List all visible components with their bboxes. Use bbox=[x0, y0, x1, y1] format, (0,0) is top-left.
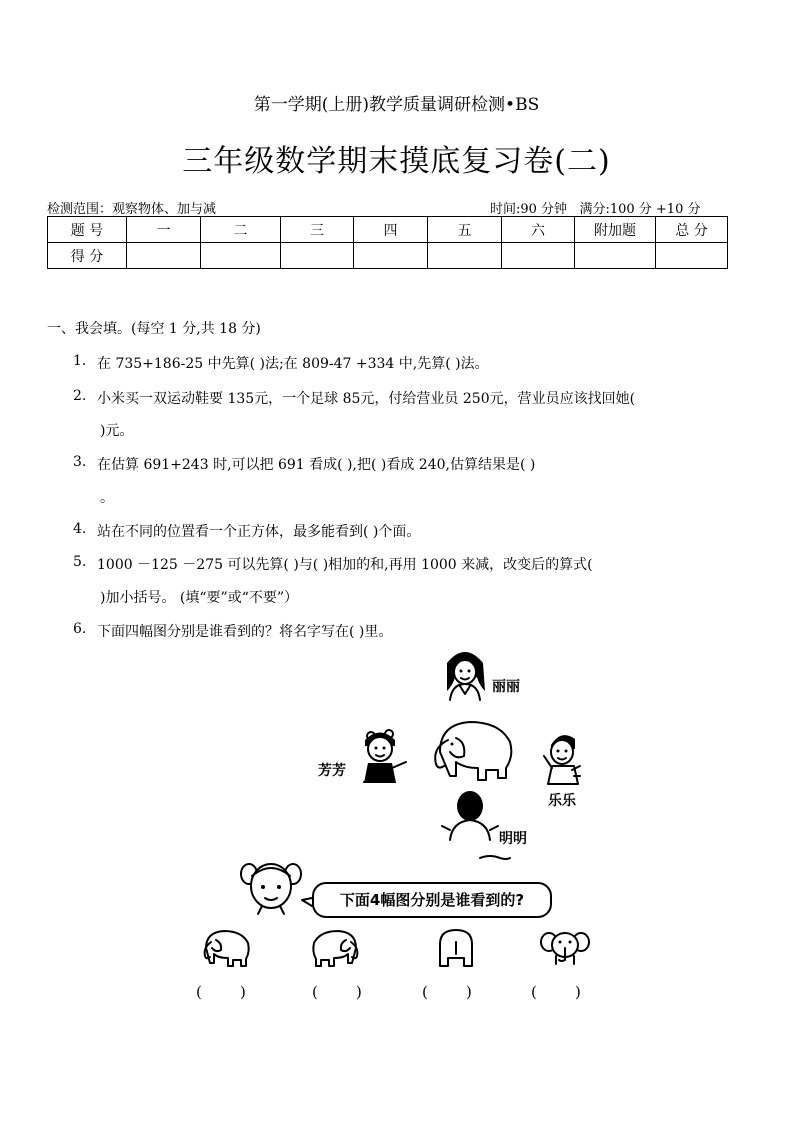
question-text: 小米买一双运动鞋要 135元，一个足球 85元，付给营业员 250元，营业员应该找回她( bbox=[97, 391, 636, 407]
table-cell: 题 号 bbox=[48, 217, 127, 243]
question-number: 2. bbox=[73, 388, 87, 404]
table-cell: 六 bbox=[502, 217, 575, 243]
girl-lili-icon bbox=[447, 652, 485, 700]
time-score-info: 时间:90 分钟 满分:100 分 +10 分 bbox=[490, 202, 701, 217]
elephant-view-icon bbox=[541, 933, 589, 964]
exam-subtitle: 第一学期(上册)教学质量调研检测•BS bbox=[253, 95, 540, 115]
name-label-lele: 乐乐 bbox=[548, 793, 576, 809]
answer-blank[interactable]: ( ) bbox=[196, 983, 246, 1001]
speech-bubble: 下面4幅图分别是谁看到的? bbox=[312, 882, 552, 918]
question-text-continued: )加小括号。 (填“要”或“不要”） bbox=[100, 590, 299, 606]
elephant-icon bbox=[435, 722, 511, 780]
table-cell: 五 bbox=[428, 217, 502, 243]
answer-blank[interactable]: ( ) bbox=[312, 983, 362, 1001]
name-label-fangfang: 芳芳 bbox=[318, 763, 346, 779]
elephant-view-icon bbox=[313, 931, 357, 966]
question-number: 4. bbox=[73, 521, 87, 537]
girl-speaker-icon bbox=[241, 864, 301, 914]
score-input-cell[interactable] bbox=[127, 243, 201, 269]
boy-lele-icon bbox=[544, 735, 580, 784]
answer-blank[interactable]: ( ) bbox=[531, 983, 581, 1001]
question-text-continued: )元。 bbox=[100, 423, 134, 439]
question-number: 3. bbox=[73, 454, 87, 470]
girl-fangfang-icon bbox=[364, 730, 406, 783]
table-cell: 得 分 bbox=[48, 243, 127, 269]
score-input-cell[interactable] bbox=[575, 243, 656, 269]
page-title: 三年级数学期末摸底复习卷(二) bbox=[182, 144, 611, 179]
score-table-header-row bbox=[48, 217, 728, 243]
question-number: 6. bbox=[73, 621, 87, 637]
score-input-cell[interactable] bbox=[201, 243, 281, 269]
name-label-lili: 丽丽 bbox=[492, 679, 520, 695]
score-input-cell[interactable] bbox=[354, 243, 428, 269]
question-number: 1. bbox=[73, 353, 87, 369]
table-cell: 三 bbox=[281, 217, 354, 243]
score-table bbox=[47, 216, 728, 269]
question-text-continued: 。 bbox=[100, 490, 114, 506]
exam-scope: 检测范围：观察物体、加与减 bbox=[47, 202, 217, 217]
score-table-score-row bbox=[48, 243, 728, 269]
score-input-cell[interactable] bbox=[502, 243, 575, 269]
answer-blank[interactable]: ( ) bbox=[422, 983, 472, 1001]
score-input-cell[interactable] bbox=[428, 243, 502, 269]
section-heading: 一、我会填。(每空 1 分,共 18 分) bbox=[47, 321, 261, 337]
speech-tail bbox=[302, 898, 312, 906]
table-cell: 总 分 bbox=[656, 217, 728, 243]
table-cell: 四 bbox=[354, 217, 428, 243]
score-input-cell[interactable] bbox=[656, 243, 728, 269]
score-input-cell[interactable] bbox=[281, 243, 354, 269]
question-text: 站在不同的位置看一个正方体，最多能看到( )个面。 bbox=[97, 524, 421, 540]
question-text: 下面四幅图分别是谁看到的？将名字写在( )里。 bbox=[97, 624, 393, 640]
name-label-mingming: 明明 bbox=[499, 831, 527, 847]
observation-figure bbox=[0, 640, 793, 1010]
question-text: 在估算 691+243 时,可以把 691 看成( ),把( )看成 240,估算结果是( ) bbox=[97, 457, 536, 473]
question-number: 5. bbox=[73, 554, 87, 570]
table-cell: 二 bbox=[201, 217, 281, 243]
elephant-view-icon bbox=[205, 931, 249, 966]
elephant-view-icon bbox=[440, 930, 472, 966]
table-cell: 附加题 bbox=[575, 217, 656, 243]
question-text: 在 735+186-25 中先算( )法;在 809-47 +334 中,先算( )法。 bbox=[97, 356, 489, 372]
boy-mingming-icon bbox=[442, 791, 510, 859]
question-text: 1000 －125 －275 可以先算( )与( )相加的和,再用 1000 来减，改变后的算式( bbox=[97, 557, 593, 573]
table-cell: 一 bbox=[127, 217, 201, 243]
